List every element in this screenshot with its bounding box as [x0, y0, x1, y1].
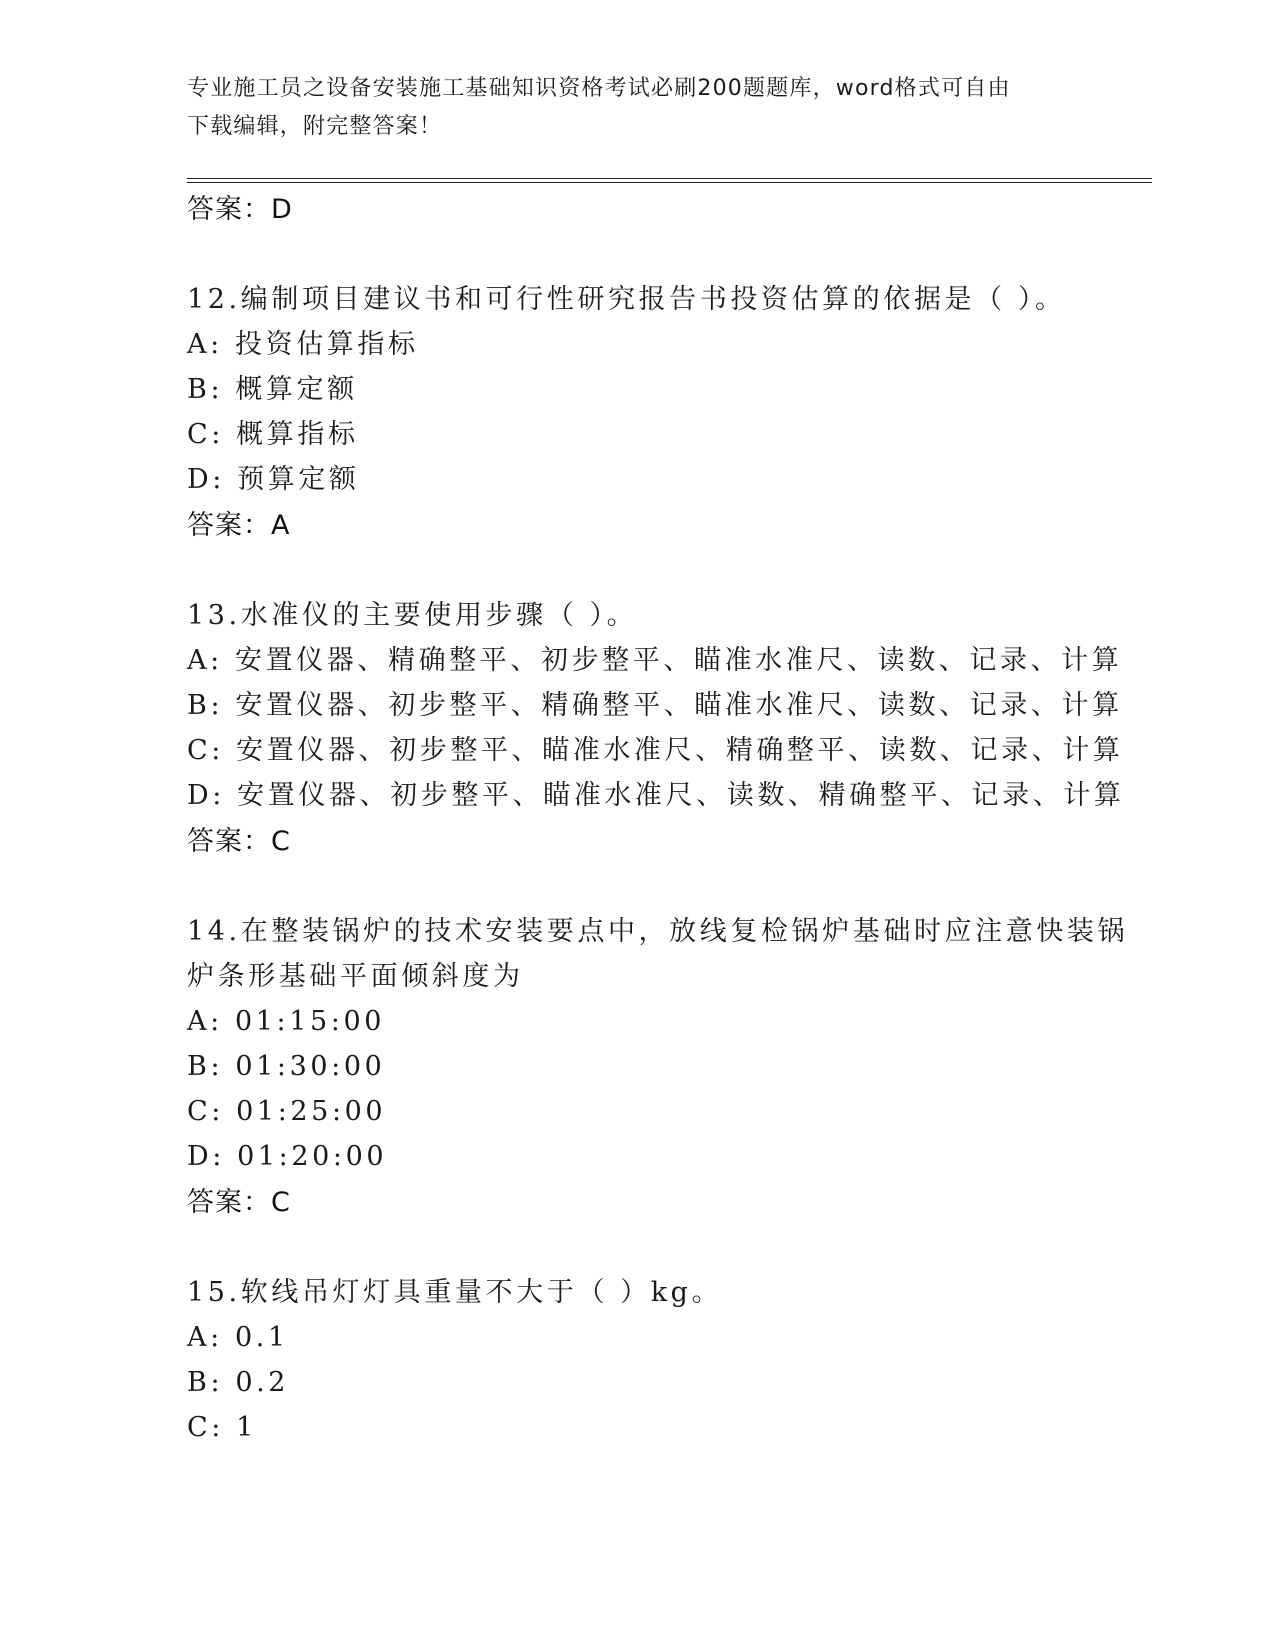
- question-15-option-b: B: 0.2: [187, 1367, 290, 1398]
- question-12-answer: 答案：A: [187, 510, 291, 541]
- header-divider-top: [187, 178, 1152, 179]
- question-12-option-d: D: 预算定额: [187, 464, 360, 495]
- question-14-option-c: C: 01:25:00: [187, 1096, 387, 1127]
- question-12-option-c: C: 概算指标: [187, 419, 359, 450]
- question-12-option-a: A: 投资估算指标: [187, 329, 419, 360]
- question-14-option-b: B: 01:30:00: [187, 1051, 386, 1082]
- question-15-option-a: A: 0.1: [187, 1322, 289, 1353]
- header-line-1: 专业施工员之设备安装施工基础知识资格考试必刷200题题库，word格式可自由: [187, 76, 1011, 101]
- document-header: [187, 70, 1087, 146]
- question-13-text: 13.水准仪的主要使用步骤（ ）。: [187, 600, 638, 631]
- question-14-option-d: D: 01:20:00: [187, 1141, 388, 1172]
- question-13-option-d: D: 安置仪器、初步整平、瞄准水准尺、读数、精确整平、记录、计算: [187, 780, 1125, 811]
- question-12-text: 12.编制项目建议书和可行性研究报告书投资估算的依据是（ ）。: [187, 284, 1066, 315]
- question-15-text: 15.软线吊灯灯具重量不大于（ ）kg。: [187, 1277, 723, 1308]
- question-13-answer: 答案：C: [187, 826, 291, 857]
- question-14-option-a: A: 01:15:00: [187, 1006, 386, 1037]
- question-12-option-b: B: 概算定额: [187, 374, 358, 405]
- question-14-answer: 答案：C: [187, 1187, 291, 1218]
- question-13-option-b: B: 安置仪器、初步整平、精确整平、瞄准水准尺、读数、记录、计算: [187, 690, 1123, 721]
- question-14-text-line-2: 炉条形基础平面倾斜度为: [187, 961, 524, 992]
- question-13-option-a: A: 安置仪器、精确整平、初步整平、瞄准水准尺、读数、记录、计算: [187, 645, 1123, 676]
- header-divider-bottom: [187, 182, 1152, 183]
- question-14-text-line-1: 14.在整装锅炉的技术安装要点中，放线复检锅炉基础时应注意快装锅: [187, 916, 1129, 947]
- header-line-2: 下载编辑，附完整答案！: [187, 114, 443, 139]
- question-15-option-c: C: 1: [187, 1412, 257, 1443]
- previous-answer: 答案：D: [187, 194, 293, 225]
- question-13-option-c: C: 安置仪器、初步整平、瞄准水准尺、精确整平、读数、记录、计算: [187, 735, 1124, 766]
